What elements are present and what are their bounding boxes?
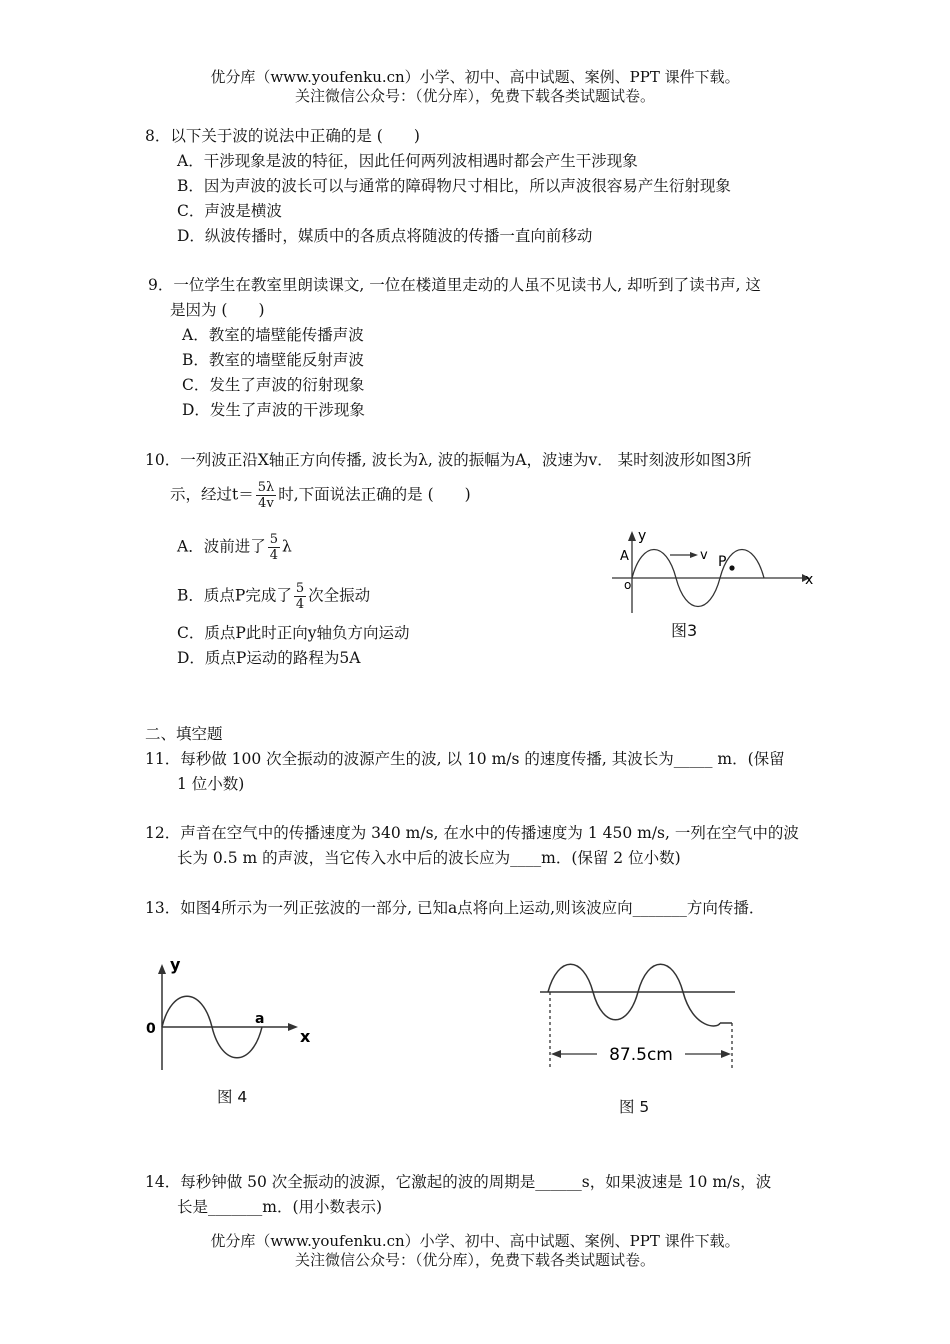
q10-option-b	[177, 581, 370, 612]
q8-option-b: B．因为声波的波长可以与通常的障碍物尺寸相比，所以声波很容易产生衍射现象	[177, 177, 731, 195]
wave-curve	[548, 964, 720, 1026]
figure-4-caption: 图 4	[217, 1088, 248, 1106]
q9-option-c: C．发生了声波的衍射现象	[182, 376, 365, 394]
q14-line-2: 长是_______m．(用小数表示)	[177, 1198, 383, 1216]
figure-3-caption: 图3	[671, 621, 698, 640]
q9-option-a: A．教室的墙壁能传播声波	[182, 326, 364, 344]
q9-option-b: B．教室的墙壁能反射声波	[182, 351, 364, 369]
q10-option-a-fraction	[268, 532, 280, 563]
q8-option-c: C．声波是横波	[177, 202, 282, 220]
origin-label: 0	[146, 1021, 156, 1037]
q10-option-b-text-end: 次全振动	[308, 586, 371, 605]
q14-line-1: 14．每秒钟做 50 次全振动的波源，它激起的波的周期是______s，如果波速是 10 m/s，波	[145, 1173, 772, 1191]
amplitude-label: A	[620, 549, 629, 564]
point-p-label: P	[718, 554, 727, 570]
q10-option-b-text: B．质点P完成了	[177, 586, 292, 605]
q9-option-d: D．发生了声波的干涉现象	[182, 401, 365, 419]
q8-option-a: A．干涉现象是波的特征，因此任何两列波相遇时都会产生干涉现象	[177, 152, 638, 170]
footer-line-1: 优分库（www.youfenku.cn）小学、初中、高中试题、案例、PPT 课件下载。	[210, 1232, 740, 1250]
x-axis-label: x	[300, 1027, 311, 1046]
q13-line-1: 13．如图4所示为一列正弦波的一部分, 已知a点将向上运动,则该波应向_______方向传播．	[145, 899, 765, 917]
q10-option-c: C．质点P此时正向y轴负方向运动	[177, 624, 410, 642]
q12-line-2: 长为 0.5 m 的声波，当它传入水中后的波长应为____m．(保留 2 位小数)	[177, 849, 681, 867]
x-axis-label: x	[805, 572, 814, 588]
q10-stem-line-2	[170, 480, 471, 511]
q10-option-b-fraction	[294, 581, 306, 612]
q10-option-d: D．质点P运动的路程为5A	[177, 649, 361, 667]
point-a-label: a	[255, 1011, 265, 1027]
q9-stem-line-2: 是因为 ( )	[170, 301, 265, 319]
figure-5-caption: 图 5	[619, 1098, 650, 1116]
velocity-label: v	[700, 548, 708, 563]
y-axis-label: y	[638, 528, 647, 544]
fraction-numerator: 5λ	[257, 480, 275, 495]
q11-line-1: 11．每秒做 100 次全振动的波源产生的波, 以 10 m/s 的速度传播, 其波长为_____ m．(保留	[145, 750, 785, 768]
q10-time-fraction	[256, 480, 277, 511]
length-label: 87.5cm	[609, 1045, 673, 1065]
q10-stem-post: 时,下面说法正确的是 ( )	[278, 485, 471, 504]
figure-5-wave	[535, 950, 745, 1075]
x-axis-arrow	[288, 1023, 298, 1031]
fraction-denominator: 4	[295, 597, 305, 612]
q10-option-a	[177, 532, 292, 563]
dimension-arrow-left	[551, 1050, 561, 1058]
figure-4-wave	[140, 950, 325, 1075]
y-axis-label: y	[170, 955, 181, 974]
q8-option-d: D．纵波传播时，媒质中的各质点将随波的传播一直向前移动	[177, 227, 593, 245]
q11-line-2: 1 位小数)	[177, 775, 245, 793]
y-axis-arrow	[158, 964, 166, 974]
figure-3-wave	[610, 525, 815, 615]
q10-option-a-text: A．波前进了	[177, 537, 266, 556]
header-line-2: 关注微信公众号：（优分库），免费下载各类试题试卷。	[294, 87, 655, 105]
q10-option-a-unit: λ	[281, 537, 292, 556]
footer-line-2: 关注微信公众号：（优分库），免费下载各类试题试卷。	[294, 1251, 655, 1269]
velocity-arrowhead	[690, 552, 698, 558]
q10-stem-line-1: 10．一列波正沿X轴正方向传播, 波长为λ, 波的振幅为A，波速为v． 某时刻波形如图3所	[145, 451, 752, 469]
section-2-title: 二、填空题	[145, 725, 223, 743]
q9-stem-line-1: 9．一位学生在教室里朗读课文, 一位在楼道里走动的人虽不见读书人, 却听到了读书声, 这	[148, 276, 761, 294]
fraction-denominator: 4	[269, 548, 278, 563]
header-line-1: 优分库（www.youfenku.cn）小学、初中、高中试题、案例、PPT 课件下载。	[210, 68, 740, 86]
q10-stem-pre: 示，经过t＝	[170, 485, 254, 504]
point-p-marker	[729, 565, 734, 570]
fraction-numerator: 5	[269, 532, 278, 547]
dimension-arrow-right	[721, 1050, 731, 1058]
fraction-numerator: 5	[295, 581, 305, 596]
fraction-denominator: 4v	[258, 496, 274, 511]
y-axis-arrow	[628, 531, 636, 541]
q12-line-1: 12．声音在空气中的传播速度为 340 m/s, 在水中的传播速度为 1 450 m/s, 一列在空气中的波	[145, 824, 799, 842]
origin-label: o	[624, 578, 632, 592]
q8-stem: 8．以下关于波的说法中正确的是 ( )	[145, 127, 420, 145]
